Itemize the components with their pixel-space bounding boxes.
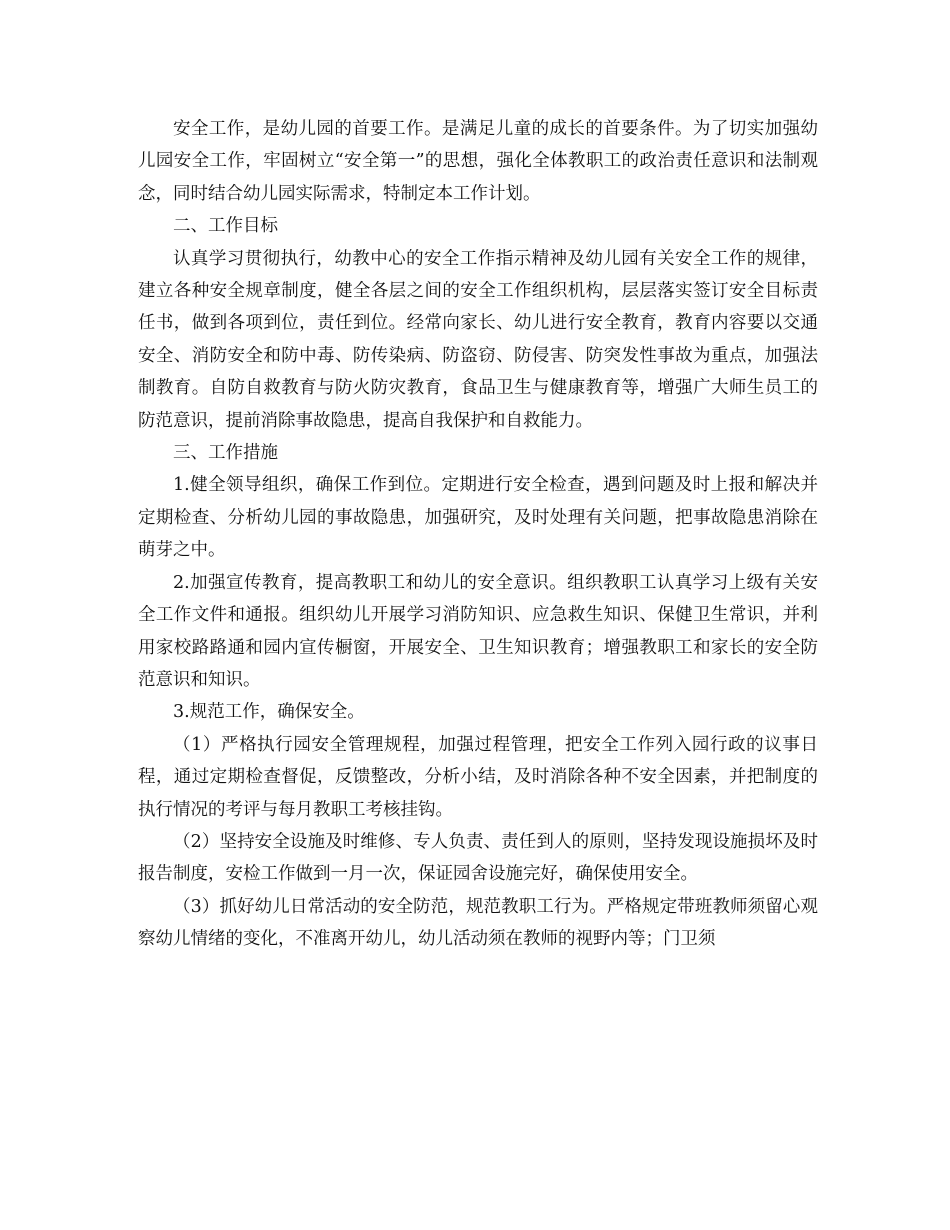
intro-paragraph: 安全工作，是幼儿园的首要工作。是满足儿童的成长的首要条件。为了切实加强幼儿园安全工作，牢固树立“安全第一”的思想，强化全体教职工的政治责任意识和法制观念，同时结合幼儿园实际需求，特制定本工作计划。 xyxy=(138,119,818,204)
goals-paragraph: 认真学习贯彻执行，幼教中心的安全工作指示精神及幼儿园有关安全工作的规律，建立各种安全规章制度，健全各层之间的安全工作组织机构，层层落实签订安全目标责任书，做到各项到位，责任到位。经常向家长、幼儿进行安全教育，教育内容要以交通安全、消防安全和防中毒、防传染病、防盗窃、防侵害、防突发性事故为重点，加强法制教育。自防自救教育与防火防灾教育，食品卫生与健康教育等，增强广大师生员工的防范意识，提前消除事故隐患，提高自我保护和自救能力。 xyxy=(138,248,818,431)
section-heading-goals: 二、工作目标 xyxy=(173,216,278,237)
sub-item-2-paragraph: （2）坚持安全设施及时维修、专人负责、责任到人的原则，坚持发现设施损坏及时报告制度，安检工作做到一月一次，保证园舍设施完好，确保使用安全。 xyxy=(138,831,818,885)
section-heading-measures: 三、工作措施 xyxy=(173,443,278,464)
sub-item-3-paragraph: （3）抓好幼儿日常活动的安全防范，规范教职工行为。严格规定带班教师须留心观察幼儿情绪的变化，不准离开幼儿，幼儿活动须在教师的视野内等；门卫须 xyxy=(138,896,818,950)
measure-2-paragraph: 2.加强宣传教育，提高教职工和幼儿的安全意识。组织教职工认真学习上级有关安全工作文件和通报。组织幼儿开展学习消防知识、应急救生知识、保健卫生常识，并利用家校路路通和园内宣传橱窗，开展安全、卫生知识教育；增强教职工和家长的安全防范意识和知识。 xyxy=(138,572,818,690)
sub-item-1-paragraph: （1）严格执行园安全管理规程，加强过程管理，把安全工作列入园行政的议事日程，通过定期检查督促，反馈整改，分析小结，及时消除各种不安全因素，并把制度的执行情况的考评与每月教职工考核挂钩。 xyxy=(138,734,818,820)
measure-1-paragraph: 1.健全领导组织，确保工作到位。定期进行安全检查，遇到问题及时上报和解决并定期检查、分析幼儿园的事故隐患，加强研究，及时处理有关问题，把事故隐患消除在萌芽之中。 xyxy=(138,475,818,561)
measure-3-paragraph: 3.规范工作，确保安全。 xyxy=(173,702,365,723)
document-page xyxy=(138,113,818,956)
